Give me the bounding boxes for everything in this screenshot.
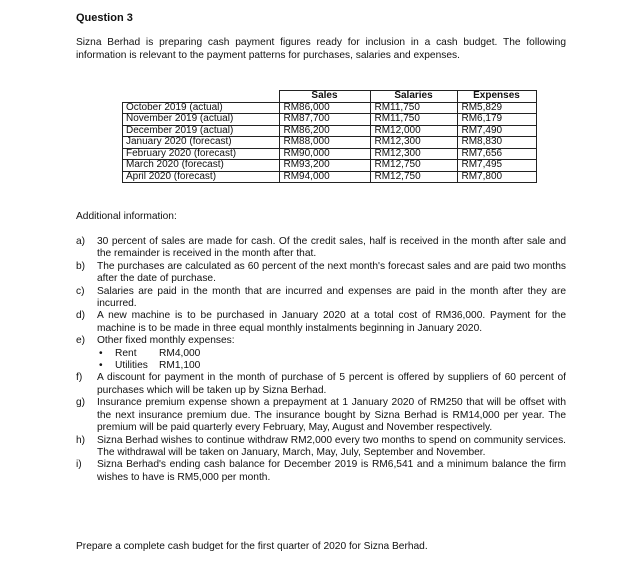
table-cell-expenses: RM7,656 [457,148,536,160]
expense-value: RM1,100 [159,360,201,372]
table-row [123,160,537,172]
table-cell-salaries: RM12,300 [370,137,457,149]
item-text: Sizna Berhad wishes to continue withdraw RM2,000 every two months to spend on community services. The withdrawal will be taken on January, March, May, July, September and November. [97,434,566,458]
list-item [76,236,566,261]
table-row [123,125,537,137]
item-marker: d) [76,310,86,322]
table-cell-salaries: RM12,750 [370,160,457,172]
table-header-expenses: Expenses [457,91,536,103]
table-cell-expenses: RM8,830 [457,137,536,149]
intro-paragraph: Sizna Berhad is preparing cash payment figures ready for inclusion in a cash budget. The following information is relevant to the payment patterns for purchases, salaries and expenses. [76,37,566,61]
payment-figures-table [122,90,537,183]
table-cell-sales: RM94,000 [279,171,370,183]
table-header-row [123,91,537,103]
table-cell-sales: RM87,700 [279,114,370,126]
list-item [76,459,566,484]
item-text: A new machine is to be purchased in January 2020 at a total cost of RM36,000. Payment for the machine is to be made in three equal monthly instalments beginning in January 2020. [97,310,566,334]
item-marker: e) [76,335,86,347]
bullet-icon: • [99,347,103,359]
table-cell-sales: RM88,000 [279,137,370,149]
table-cell-period: October 2019 (actual) [123,102,280,114]
item-text: Insurance premium expense shown a prepayment at 1 January 2020 of RM250 that will be offset with the next insurance premium due. The insurance bought by Sizna Berhad is RM14,000 per year. The premium will be paid quarterly every February, May, August and November respectively. [97,397,566,434]
table-cell-period: December 2019 (actual) [123,125,280,137]
table-header-period [123,91,280,103]
item-marker: f) [76,372,83,384]
list-item [76,435,566,460]
table-cell-salaries: RM11,750 [370,102,457,114]
list-item [76,286,566,311]
list-item [76,335,566,347]
table-cell-period: March 2020 (forecast) [123,160,280,172]
table-cell-salaries: RM12,750 [370,171,457,183]
item-marker: a) [76,236,86,247]
item-text: Salaries are paid in the month that are incurred and expenses are paid in the month after they are incurred. [97,285,566,310]
table-header-salaries: Salaries [370,91,457,103]
list-item [76,372,566,397]
sub-list-item [97,360,566,372]
final-instruction: Prepare a complete cash budget for the first quarter of 2020 for Sizna Berhad. [76,541,428,552]
additional-info-heading: Additional information: [76,211,177,222]
additional-info-list [76,236,566,484]
item-text: 30 percent of sales are made for cash. Of the credit sales, half is received in the month after sale and the remainder is received in the month after that. [97,236,566,260]
list-item [76,397,566,434]
table-row [123,102,537,114]
item-marker: i) [76,459,82,471]
item-text: Sizna Berhad's ending cash balance for December 2019 is RM6,541 and a minimum balance the firm wishes to have is RM5,000 per month. [97,459,566,483]
list-item [76,310,566,335]
table-cell-expenses: RM6,179 [457,114,536,126]
expense-label: Rent [115,347,137,359]
table-cell-salaries: RM12,000 [370,125,457,137]
item-marker: c) [76,285,85,297]
table-cell-sales: RM90,000 [279,148,370,160]
list-item [76,261,566,286]
item-marker: g) [76,397,86,409]
table-cell-salaries: RM11,750 [370,114,457,126]
table-row [123,137,537,149]
table-cell-expenses: RM7,495 [457,160,536,172]
table-cell-expenses: RM7,800 [457,171,536,183]
table-cell-period: January 2020 (forecast) [123,137,280,149]
table-cell-period: February 2020 (forecast) [123,148,280,160]
expense-label: Utilities [115,360,148,372]
item-marker: h) [76,434,86,446]
table-row [123,114,537,126]
bullet-icon: • [99,360,103,372]
sub-list-item [97,348,566,360]
table-cell-sales: RM86,200 [279,125,370,137]
table-cell-period: April 2020 (forecast) [123,171,280,183]
item-text: Other fixed monthly expenses: [97,335,235,347]
item-text: The purchases are calculated as 60 percent of the next month's forecast sales and are paid two months after the date of purchase. [97,260,566,285]
table-row [123,171,537,183]
table-cell-sales: RM93,200 [279,160,370,172]
item-text: A discount for payment in the month of purchase of 5 percent is offered by suppliers of 60 percent of purchases which will be taken up by Sizna Berhad. [97,372,566,396]
table-cell-expenses: RM5,829 [457,102,536,114]
table-cell-salaries: RM12,300 [370,148,457,160]
table-row [123,148,537,160]
table-header-sales: Sales [279,91,370,103]
table-cell-expenses: RM7,490 [457,125,536,137]
question-title: Question 3 [76,12,133,24]
table-cell-period: November 2019 (actual) [123,114,280,126]
table-cell-sales: RM86,000 [279,102,370,114]
expense-value: RM4,000 [159,347,201,359]
item-marker: b) [76,260,86,272]
